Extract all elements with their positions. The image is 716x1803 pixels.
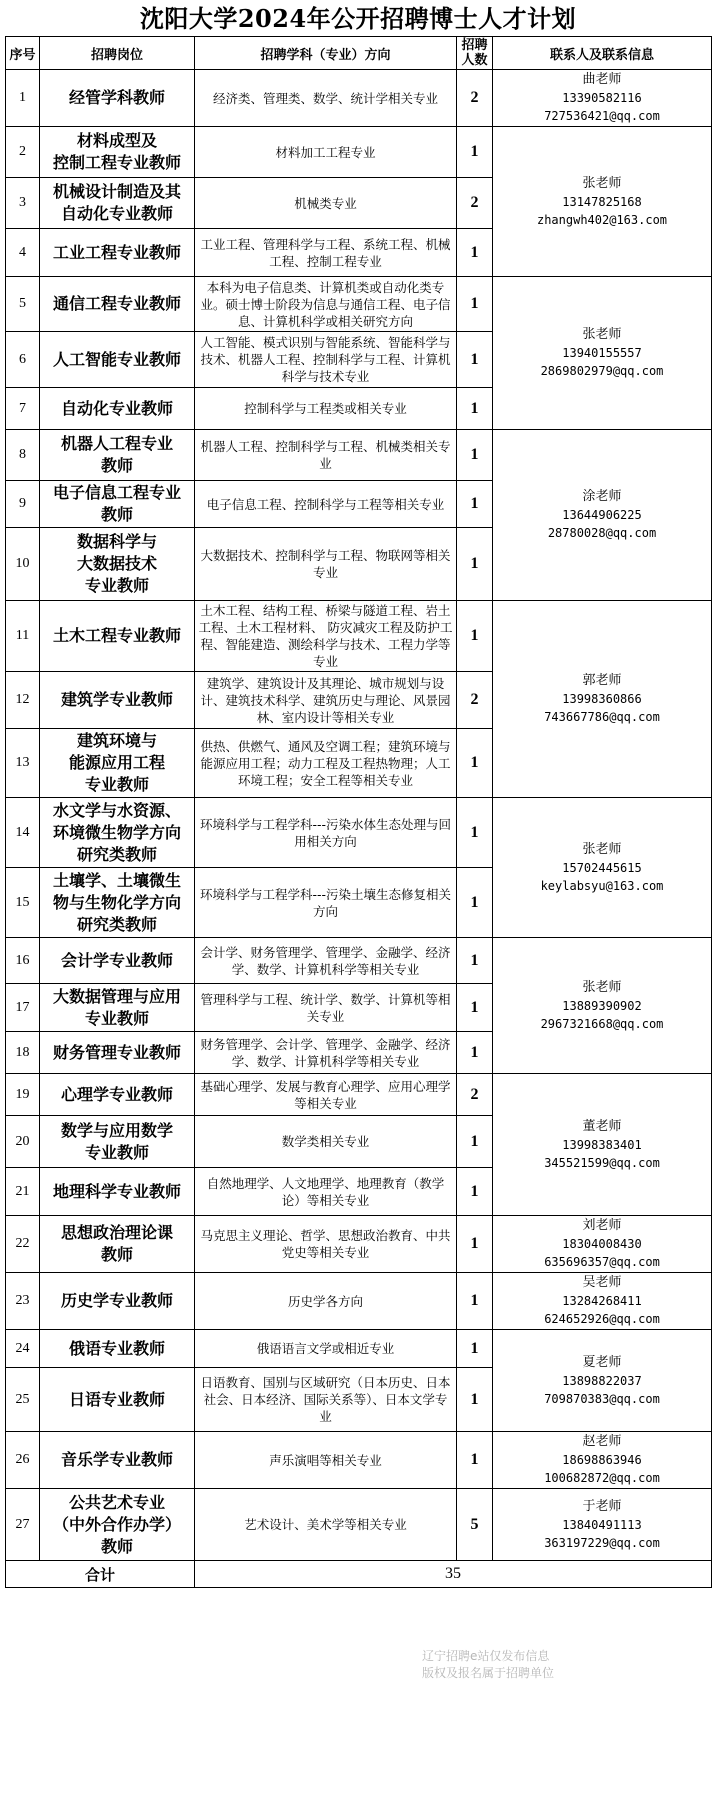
count-cell: 2 (457, 178, 493, 229)
major-cell: 艺术设计、美术学等相关专业 (195, 1489, 457, 1561)
major-cell: 日语教育、国别与区域研究（日本历史、日本社会、日本经济、国际关系等）、日本文学专业 (195, 1368, 457, 1432)
major-cell: 会计学、财务管理学、管理学、金融学、经济学、数学、计算机科学等相关专业 (195, 938, 457, 984)
count-cell: 1 (457, 528, 493, 601)
row-number: 10 (6, 528, 40, 601)
row-number: 12 (6, 672, 40, 729)
count-cell: 5 (457, 1489, 493, 1561)
count-cell: 1 (457, 1368, 493, 1432)
row-number: 24 (6, 1330, 40, 1368)
total-label: 合计 (6, 1561, 195, 1588)
contact-cell (493, 1216, 712, 1273)
table-row (6, 1432, 712, 1489)
count-cell: 1 (457, 1168, 493, 1216)
table-row (6, 938, 712, 984)
table-row (6, 1074, 712, 1116)
major-cell: 俄语语言文学或相近专业 (195, 1330, 457, 1368)
major-cell: 本科为电子信息类、计算机类或自动化类专业。硕士博士阶段为信息与通信工程、电子信息、计算机科学或相关研究方向 (195, 277, 457, 332)
position-cell: 机械设计制造及其 自动化专业教师 (40, 178, 195, 229)
table-row (6, 277, 712, 332)
contact-name: 张老师 (582, 841, 622, 857)
contact-phone: 13284268411 (562, 1294, 642, 1308)
row-number: 3 (6, 178, 40, 229)
position-cell: 音乐学专业教师 (40, 1432, 195, 1489)
row-number: 18 (6, 1032, 40, 1074)
position-cell: 会计学专业教师 (40, 938, 195, 984)
count-cell: 1 (457, 430, 493, 481)
contact-cell (493, 127, 712, 277)
contact-email: 28780028@qq.com (547, 526, 657, 540)
row-number: 5 (6, 277, 40, 332)
contact-name: 张老师 (582, 979, 622, 995)
position-cell: 材料成型及 控制工程专业教师 (40, 127, 195, 178)
major-cell: 人工智能、模式识别与智能系统、智能科学与技术、机器人工程、控制科学与工程、计算机科学与技术专业 (195, 332, 457, 388)
count-cell: 1 (457, 1216, 493, 1273)
major-cell: 工业工程、管理科学与工程、系统工程、机械工程、控制工程专业 (195, 229, 457, 277)
header-contact: 联系人及联系信息 (493, 37, 712, 70)
row-number: 16 (6, 938, 40, 984)
count-cell: 1 (457, 277, 493, 332)
contact-phone: 13889390902 (562, 998, 642, 1013)
major-cell: 控制科学与工程类或相关专业 (195, 388, 457, 430)
contact-cell (493, 798, 712, 938)
table-row (6, 1216, 712, 1273)
position-cell: 数据科学与 大数据技术 专业教师 (40, 528, 195, 601)
header-position: 招聘岗位 (40, 37, 195, 70)
contact-phone: 13840491113 (562, 1517, 642, 1532)
contact-phone: 13998383401 (562, 1137, 642, 1152)
position-cell: 通信工程专业教师 (40, 277, 195, 332)
contact-cell (493, 1273, 712, 1330)
contact-name: 董老师 (582, 1118, 622, 1134)
position-cell: 建筑学专业教师 (40, 672, 195, 729)
count-cell: 1 (457, 729, 493, 798)
row-number: 25 (6, 1368, 40, 1432)
row-number: 23 (6, 1273, 40, 1330)
row-number: 6 (6, 332, 40, 388)
table-row (6, 1330, 712, 1368)
position-cell: 经管学科教师 (40, 70, 195, 127)
table-row (6, 798, 712, 868)
watermark (422, 1648, 602, 1682)
major-cell: 机械类专业 (195, 178, 457, 229)
table-row (6, 601, 712, 672)
contact-email: 2869802979@qq.com (540, 364, 664, 378)
contact-name: 夏老师 (582, 1354, 622, 1370)
contact-email: 709870383@qq.com (544, 1391, 660, 1406)
contact-cell (493, 1432, 712, 1489)
count-cell: 2 (457, 70, 493, 127)
position-cell: 电子信息工程专业 教师 (40, 481, 195, 528)
contact-email: 743667786@qq.com (544, 710, 660, 724)
count-cell: 1 (457, 332, 493, 388)
major-cell: 声乐演唱等相关专业 (195, 1432, 457, 1489)
contact-phone: 18698863946 (562, 1453, 642, 1467)
count-cell: 2 (457, 672, 493, 729)
major-cell: 管理科学与工程、统计学、数学、计算机等相关专业 (195, 984, 457, 1032)
contact-name: 涂老师 (582, 489, 622, 504)
major-cell: 土木工程、结构工程、桥梁与隧道工程、岩土工程、土木工程材料、 防灾减灾工程及防护工程、智能建造、测绘科学与技术、工程力学等专业 (195, 601, 457, 672)
row-number: 4 (6, 229, 40, 277)
count-cell: 2 (457, 1074, 493, 1116)
contact-email: 345521599@qq.com (544, 1155, 660, 1170)
count-cell: 1 (457, 984, 493, 1032)
contact-phone: 13390582116 (562, 91, 642, 105)
header-row (6, 37, 712, 70)
contact-name: 刘老师 (582, 1218, 622, 1233)
major-cell: 环境科学与工程学科---污染土壤生态修复相关方向 (195, 868, 457, 938)
contact-email: 2967321668@qq.com (540, 1016, 664, 1031)
table-row (6, 430, 712, 481)
position-cell: 历史学专业教师 (40, 1273, 195, 1330)
major-cell: 自然地理学、人文地理学、地理教育（教学论）等相关专业 (195, 1168, 457, 1216)
table-row (6, 1273, 712, 1330)
contact-email: keylabsyu@163.com (540, 878, 664, 893)
position-cell: 水文学与水资源、 环境微生物学方向 研究类教师 (40, 798, 195, 868)
contact-phone: 13940155557 (562, 346, 642, 360)
position-cell: 财务管理专业教师 (40, 1032, 195, 1074)
row-number: 7 (6, 388, 40, 430)
count-cell: 1 (457, 938, 493, 984)
contact-name: 郭老师 (582, 673, 622, 688)
major-cell: 马克思主义理论、哲学、思想政治教育、中共党史等相关专业 (195, 1216, 457, 1273)
row-number: 17 (6, 984, 40, 1032)
row-number: 8 (6, 430, 40, 481)
contact-cell (493, 1489, 712, 1561)
contact-phone: 13998360866 (562, 692, 642, 706)
contact-email: 363197229@qq.com (544, 1535, 660, 1550)
row-number: 2 (6, 127, 40, 178)
table-body (6, 70, 712, 1588)
contact-phone: 18304008430 (562, 1237, 642, 1251)
count-cell: 1 (457, 798, 493, 868)
contact-phone: 15702445615 (562, 860, 642, 875)
table-row (6, 127, 712, 178)
position-cell: 大数据管理与应用 专业教师 (40, 984, 195, 1032)
major-cell: 建筑学、建筑设计及其理论、城市规划与设计、建筑技术科学、建筑历史与理论、风景园林、室内设计等相关专业 (195, 672, 457, 729)
contact-phone: 13147825168 (562, 194, 642, 209)
row-number: 1 (6, 70, 40, 127)
watermark-line-1: 辽宁招聘e站仅发布信息 (422, 1649, 550, 1663)
header-major: 招聘学科（专业）方向 (195, 37, 457, 70)
contact-cell (493, 938, 712, 1074)
position-cell: 土壤学、土壤微生 物与生物化学方向 研究类教师 (40, 868, 195, 938)
contact-email: 635696357@qq.com (544, 1255, 660, 1269)
contact-cell (493, 1074, 712, 1216)
watermark-line-2: 版权及报名属于招聘单位 (422, 1666, 555, 1680)
major-cell: 机器人工程、控制科学与工程、机械类相关专业 (195, 430, 457, 481)
contact-name: 曲老师 (582, 72, 622, 87)
major-cell: 材料加工工程专业 (195, 127, 457, 178)
row-number: 11 (6, 601, 40, 672)
contact-email: 100682872@qq.com (544, 1471, 660, 1485)
count-cell: 1 (457, 601, 493, 672)
recruitment-table (5, 36, 712, 1588)
contact-email: zhangwh402@163.com (536, 212, 668, 227)
contact-name: 张老师 (582, 175, 622, 191)
contact-cell (493, 70, 712, 127)
major-cell: 历史学各方向 (195, 1273, 457, 1330)
count-cell: 1 (457, 481, 493, 528)
contact-email: 727536421@qq.com (544, 109, 660, 123)
contact-cell (493, 601, 712, 798)
major-cell: 数学类相关专业 (195, 1116, 457, 1168)
row-number: 27 (6, 1489, 40, 1561)
position-cell: 机器人工程专业 教师 (40, 430, 195, 481)
contact-name: 赵老师 (582, 1434, 622, 1449)
major-cell: 供热、供燃气、通风及空调工程；建筑环境与能源应用工程；动力工程及工程热物理；人工环境工程；安全工程等相关专业 (195, 729, 457, 798)
position-cell: 建筑环境与 能源应用工程 专业教师 (40, 729, 195, 798)
contact-name: 张老师 (582, 327, 622, 342)
table-row (6, 1489, 712, 1561)
position-cell: 俄语专业教师 (40, 1330, 195, 1368)
row-number: 22 (6, 1216, 40, 1273)
count-cell: 1 (457, 127, 493, 178)
count-cell: 1 (457, 1116, 493, 1168)
count-cell: 1 (457, 229, 493, 277)
row-number: 13 (6, 729, 40, 798)
position-cell: 数学与应用数学 专业教师 (40, 1116, 195, 1168)
position-cell: 思想政治理论课 教师 (40, 1216, 195, 1273)
contact-cell (493, 277, 712, 430)
row-number: 19 (6, 1074, 40, 1116)
contact-phone: 13898822037 (562, 1373, 642, 1388)
row-number: 26 (6, 1432, 40, 1489)
major-cell: 电子信息工程、控制科学与工程等相关专业 (195, 481, 457, 528)
header-no: 序号 (6, 37, 40, 70)
position-cell: 工业工程专业教师 (40, 229, 195, 277)
total-value: 35 (195, 1561, 712, 1588)
count-cell: 1 (457, 868, 493, 938)
count-cell: 1 (457, 388, 493, 430)
row-number: 9 (6, 481, 40, 528)
total-row (6, 1561, 712, 1588)
table-row (6, 70, 712, 127)
count-cell: 1 (457, 1432, 493, 1489)
position-cell: 日语专业教师 (40, 1368, 195, 1432)
count-cell: 1 (457, 1032, 493, 1074)
position-cell: 土木工程专业教师 (40, 601, 195, 672)
contact-email: 624652926@qq.com (544, 1312, 660, 1326)
major-cell: 基础心理学、发展与教育心理学、应用心理学等相关专业 (195, 1074, 457, 1116)
contact-name: 吴老师 (582, 1275, 622, 1290)
position-cell: 自动化专业教师 (40, 388, 195, 430)
major-cell: 环境科学与工程学科---污染水体生态处理与回用相关方向 (195, 798, 457, 868)
header-count: 招聘 人数 (457, 37, 493, 70)
position-cell: 公共艺术专业 （中外合作办学） 教师 (40, 1489, 195, 1561)
position-cell: 地理科学专业教师 (40, 1168, 195, 1216)
position-cell: 心理学专业教师 (40, 1074, 195, 1116)
count-cell: 1 (457, 1330, 493, 1368)
major-cell: 经济类、管理类、数学、统计学相关专业 (195, 70, 457, 127)
position-cell: 人工智能专业教师 (40, 332, 195, 388)
page-title: 沈阳大学2024年公开招聘博士人才计划 (139, 4, 577, 33)
major-cell: 财务管理学、会计学、管理学、金融学、经济学、数学、计算机科学等相关专业 (195, 1032, 457, 1074)
row-number: 14 (6, 798, 40, 868)
major-cell: 大数据技术、控制科学与工程、物联网等相关专业 (195, 528, 457, 601)
row-number: 15 (6, 868, 40, 938)
contact-name: 于老师 (582, 1498, 622, 1514)
contact-cell (493, 430, 712, 601)
row-number: 21 (6, 1168, 40, 1216)
contact-phone: 13644906225 (562, 508, 642, 522)
contact-cell (493, 1330, 712, 1432)
row-number: 20 (6, 1116, 40, 1168)
count-cell: 1 (457, 1273, 493, 1330)
